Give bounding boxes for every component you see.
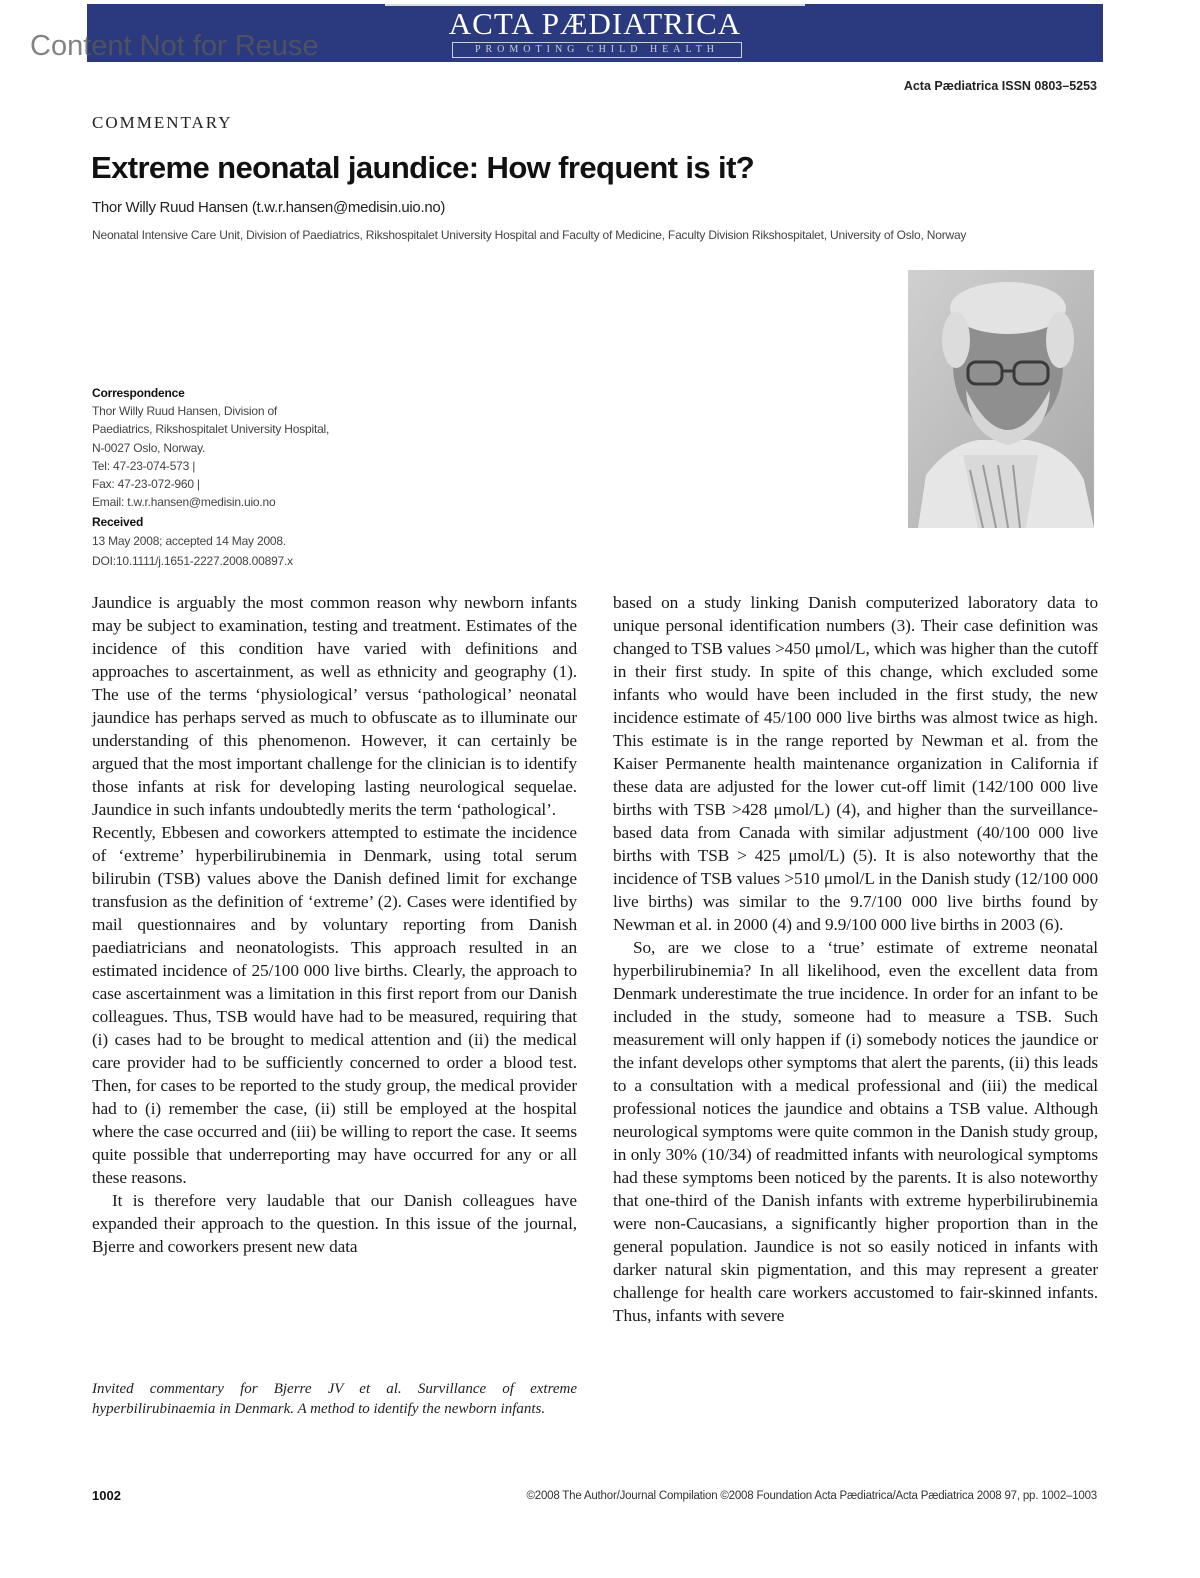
journal-name: ACTA PÆDIATRICA [448, 6, 742, 41]
copyright-line: ©2008 The Author/Journal Compilation ©2008 Foundation Acta Pædiatrica/Acta Pædiatrica 2008 97, pp. 1002–1003 [526, 1490, 1097, 1502]
paragraph: Recently, Ebbesen and coworkers attempted to estimate the incidence of ‘extreme’ hyperbilirubinemia in Denmark, using total serum bilirubin (TSB) values above the Danish defined limit for exchange transfusion as the definition of ‘extreme’ (2). Cases were identified by mail questionnaires and by voluntary reporting from Danish paediatricians and neonatologists. This approach resulted in an estimated incidence of 25/100 000 live births. Clearly, the approach to case ascertainment was a limitation in this first report from our Danish colleagues. Thus, TSB would have had to be measured, requiring that (i) cases had to be brought to medical attention and (ii) the medical care provider had to be sufficiently concerned to order a blood test. Then, for cases to be reported to the study group, the medical provider had to (i) remember the case, (ii) still be employed at the hospital where the case occurred and (iii) be willing to report the case. It seems quite possible that underreporting may have occurred for any or all these reasons. [92, 823, 577, 1187]
author-photo [908, 270, 1094, 528]
correspondence-line: N-0027 Oslo, Norway. [92, 440, 206, 455]
received-dates: 13 May 2008; accepted 14 May 2008. [92, 533, 287, 548]
correspondence-label: Correspondence [92, 386, 185, 400]
body-column-left [92, 591, 577, 1258]
correspondence-line: Paediatrics, Rikshospitalet University Hospital, [92, 422, 330, 437]
journal-tagline: PROMOTING CHILD HEALTH [452, 42, 742, 58]
correspondence-line: Tel: 47-23-074-573 | [92, 458, 196, 473]
author-line: Thor Willy Ruud Hansen (t.w.r.hansen@medisin.uio.no) [92, 199, 446, 216]
paragraph: based on a study linking Danish computerized laboratory data to unique personal identification numbers (3). Their case definition was changed to TSB values >450 μmol/L, which was higher than the cutoff in their first study. In spite of this change, which excluded some infants who would have been included in the first study, the new incidence estimate of 45/100 000 live births was almost twice as high. This estimate is in the range reported by Newman et al. from the Kaiser Permanente health maintenance organization in California if these data are adjusted for the lower cut-off limit (142/100 000 live births with TSB >428 μmol/L) (4), and higher than the surveillance-based data from Canada with similar adjustment (40/100 000 live births with TSB > 425 μmol/L) (5). It is also noteworthy that the incidence of TSB values >510 μmol/L in the Danish study (12/100 000 live births) was similar to the 9.7/100 000 live births found by Newman et al. in 2000 (4) and 9.9/100 000 live births in 2003 (6). [613, 593, 1098, 934]
author-affiliation: Neonatal Intensive Care Unit, Division of Paediatrics, Rikshospitalet University Hospital and Faculty of Medicine, Faculty Division Rikshospitalet, University of Oslo, Norway [92, 228, 967, 242]
journal-issn: Acta Pædiatrica ISSN 0803–5253 [903, 79, 1097, 93]
body-column-right [613, 591, 1098, 1327]
section-label: COMMENTARY [92, 113, 233, 132]
correspondence-block [92, 384, 382, 570]
doi: DOI:10.1111/j.1651-2227.2008.00897.x [92, 553, 293, 568]
watermark: Content Not for Reuse [30, 30, 319, 62]
paragraph: It is therefore very laudable that our Danish colleagues have expanded their approach to the question. In this issue of the journal, Bjerre and coworkers present new data [92, 1191, 577, 1256]
invited-commentary-note: Invited commentary for Bjerre JV et al. Survillance of extreme hyperbilirubinaemia in Denmark. A method to identify the newborn infants. [92, 1381, 577, 1417]
paragraph: So, are we close to a ‘true’ estimate of extreme neonatal hyperbilirubinemia? In all likelihood, even the excellent data from Denmark underestimate the true incidence. In order for an infant to be included in the study, someone had to measure a TSB. Such measurement will only happen if (i) somebody notices the jaundice or the infant develops other symptoms that alert the parents, (ii) this leads to a consultation with a medical professional and (iii) the medical professional notices the jaundice and obtains a TSB value. Although neurological symptoms were quite common in the Danish study group, in only 30% (10/34) of readmitted infants with neurological symptoms had these symptoms been noticed by the parents. It is also noteworthy that one-third of the Danish infants with extreme hyperbilirubinemia were non-Caucasians, a significantly higher proportion than in the general population. Jaundice is not so easily noticed in infants with darker natural skin pigmentation, and this may represent a greater challenge for health care workers accustomed to fair-skinned infants. Thus, infants with severe [613, 938, 1098, 1325]
paragraph: Jaundice is arguably the most common reason why newborn infants may be subject to examination, testing and treatment. Estimates of the incidence of this condition have varied with definitions and approaches to ascertainment, as well as ethnicity and geography (1). The use of the terms ‘physiological’ versus ‘pathological’ neonatal jaundice has perhaps served as much to obfuscate as to illuminate our understanding of this phenomenon. However, it can certainly be argued that the most important challenge for the clinician is to identify those infants at risk for developing lasting neurological sequelae. Jaundice in such infants undoubtedly merits the term ‘pathological’. [92, 593, 577, 819]
correspondence-email: Email: t.w.r.hansen@medisin.uio.no [92, 495, 276, 510]
correspondence-line: Fax: 47-23-072-960 | [92, 477, 200, 492]
correspondence-line: Thor Willy Ruud Hansen, Division of [92, 404, 278, 419]
received-label: Received [92, 515, 144, 530]
page-number: 1002 [92, 1488, 121, 1503]
article-title: Extreme neonatal jaundice: How frequent is it? [91, 150, 755, 185]
author-portrait-icon [908, 270, 1094, 528]
